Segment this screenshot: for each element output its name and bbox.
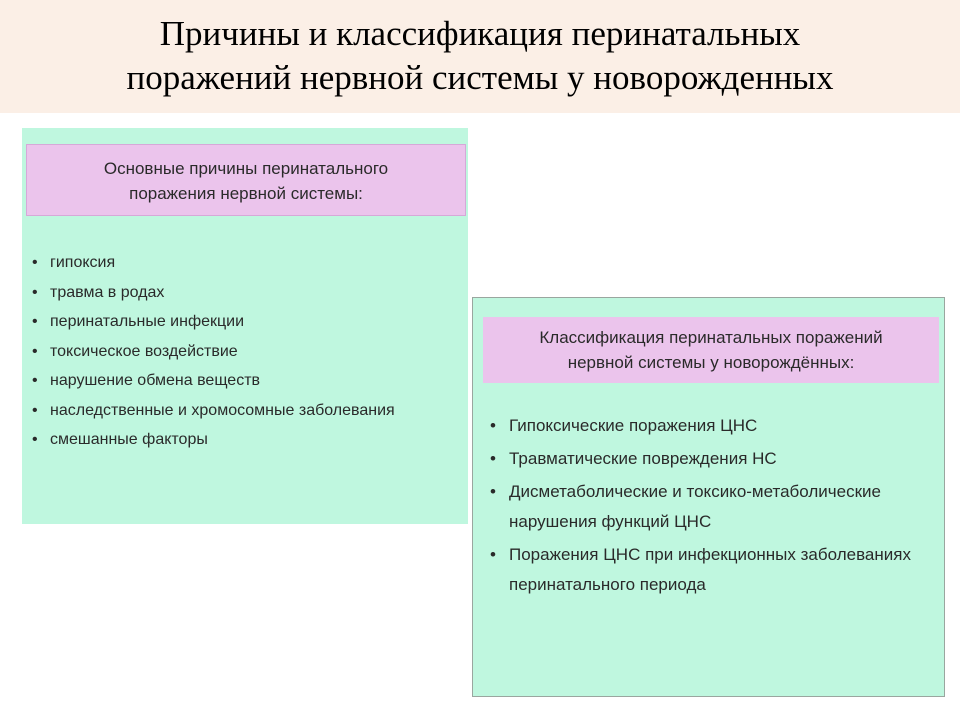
classification-list — [487, 411, 937, 603]
causes-header — [26, 144, 466, 216]
list-item: • травма в родах — [28, 278, 464, 308]
slide-title-line-2: поражений нервной системы у новорожденных — [126, 58, 834, 97]
list-item: • Поражения ЦНС при инфекционных заболеваниях перинатального периода — [487, 540, 937, 600]
list-item: • перинатальные инфекции — [28, 307, 464, 337]
list-item: • гипоксия — [28, 248, 464, 278]
list-item: • смешанные факторы — [28, 425, 464, 455]
slide-title — [0, 12, 960, 100]
list-item: • токсическое воздействие — [28, 337, 464, 367]
causes-panel — [22, 128, 468, 524]
list-item: • нарушение обмена веществ — [28, 366, 464, 396]
list-item: • наследственные и хромосомные заболевания — [28, 396, 464, 426]
causes-header-line-2: поражения нервной системы: — [129, 184, 363, 203]
classification-panel — [472, 297, 945, 697]
list-item: • Травматические повреждения НС — [487, 444, 937, 474]
slide-title-line-1: Причины и классификация перинатальных — [159, 14, 801, 53]
classification-header-line-1: Классификация перинатальных поражений — [539, 328, 883, 347]
list-item: • Гипоксические поражения ЦНС — [487, 411, 937, 441]
causes-list — [28, 248, 464, 455]
causes-header-line-1: Основные причины перинатального — [103, 159, 389, 178]
list-item: • Дисметаболические и токсико-метаболические нарушения функций ЦНС — [487, 477, 937, 537]
classification-header-line-2: нервной системы у новорождённых: — [567, 353, 855, 372]
classification-header — [483, 317, 939, 383]
